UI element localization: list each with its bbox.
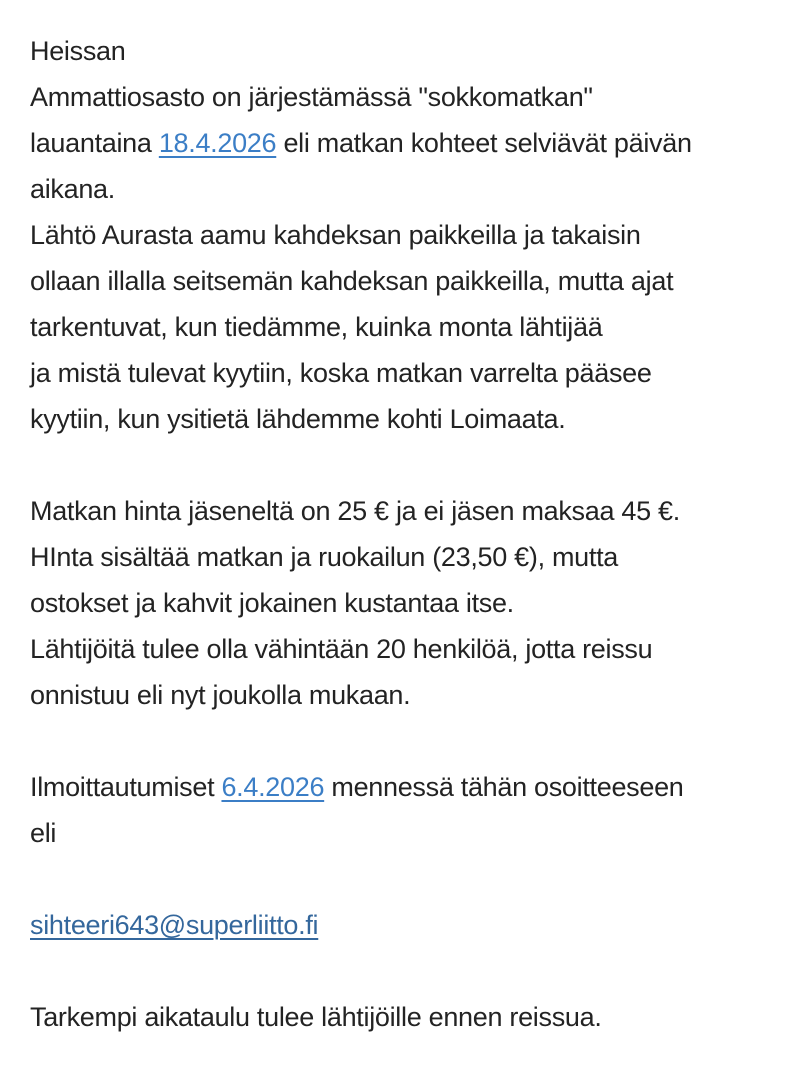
text-line (30, 672, 772, 718)
text-line (30, 350, 772, 396)
text-line (30, 212, 772, 258)
text-segment: Ilmoittautumiset (30, 772, 222, 802)
text-segment: Lähtö Aurasta aamu kahdeksan paikkeilla ja takaisin (30, 220, 641, 250)
blank-line (30, 856, 772, 902)
text-line (30, 28, 772, 74)
text-line (30, 120, 772, 166)
text-segment: lauantaina (30, 128, 159, 158)
text-segment: Matkan hinta jäseneltä on 25 € ja ei jäsen maksaa 45 €. (30, 496, 680, 526)
text-line (30, 764, 772, 810)
text-line (30, 304, 772, 350)
email-link[interactable]: sihteeri643@superliitto.fi (30, 910, 319, 940)
text-segment: Lähtijöitä tulee olla vähintään 20 henkilöä, jotta reissu (30, 634, 653, 664)
text-segment: kyytiin, kun ysitietä lähdemme kohti Loimaata. (30, 404, 566, 434)
text-segment: HInta sisältää matkan ja ruokailun (23,50 €), mutta (30, 542, 619, 572)
text-line (30, 994, 772, 1040)
text-segment: tarkentuvat, kun tiedämme, kuinka monta lähtijää (30, 312, 603, 342)
text-segment: Tarkempi aikataulu tulee lähtijöille ennen reissua. (30, 1002, 602, 1032)
text-line (30, 534, 772, 580)
text-segment: mennessä tähän osoitteeseen (324, 772, 684, 802)
blank-line (30, 442, 772, 488)
document-text (30, 28, 772, 1040)
text-segment: ollaan illalla seitsemän kahdeksan paikkeilla, mutta ajat (30, 266, 674, 296)
text-line (30, 396, 772, 442)
text-segment: ja mistä tulevat kyytiin, koska matkan varrelta pääsee (30, 358, 652, 388)
text-segment: ostokset ja kahvit jokainen kustantaa itse. (30, 588, 514, 618)
text-segment: eli matkan kohteet selviävät päivän (276, 128, 692, 158)
text-segment: onnistuu eli nyt joukolla mukaan. (30, 680, 411, 710)
text-line (30, 488, 772, 534)
date-link-18-4-2026[interactable]: 18.4.2026 (158, 128, 277, 158)
text-line (30, 580, 772, 626)
text-segment: Ammattiosasto on järjestämässä "sokkomatkan" (30, 82, 593, 112)
text-segment: aikana. (30, 174, 115, 204)
text-line (30, 902, 772, 948)
blank-line (30, 718, 772, 764)
text-segment: eli (30, 818, 57, 848)
text-line (30, 74, 772, 120)
text-line (30, 258, 772, 304)
date-link-6-4-2026[interactable]: 6.4.2026 (221, 772, 325, 802)
text-line (30, 810, 772, 856)
text-line (30, 626, 772, 672)
text-line (30, 166, 772, 212)
blank-line (30, 948, 772, 994)
text-segment: Heissan (30, 36, 126, 66)
